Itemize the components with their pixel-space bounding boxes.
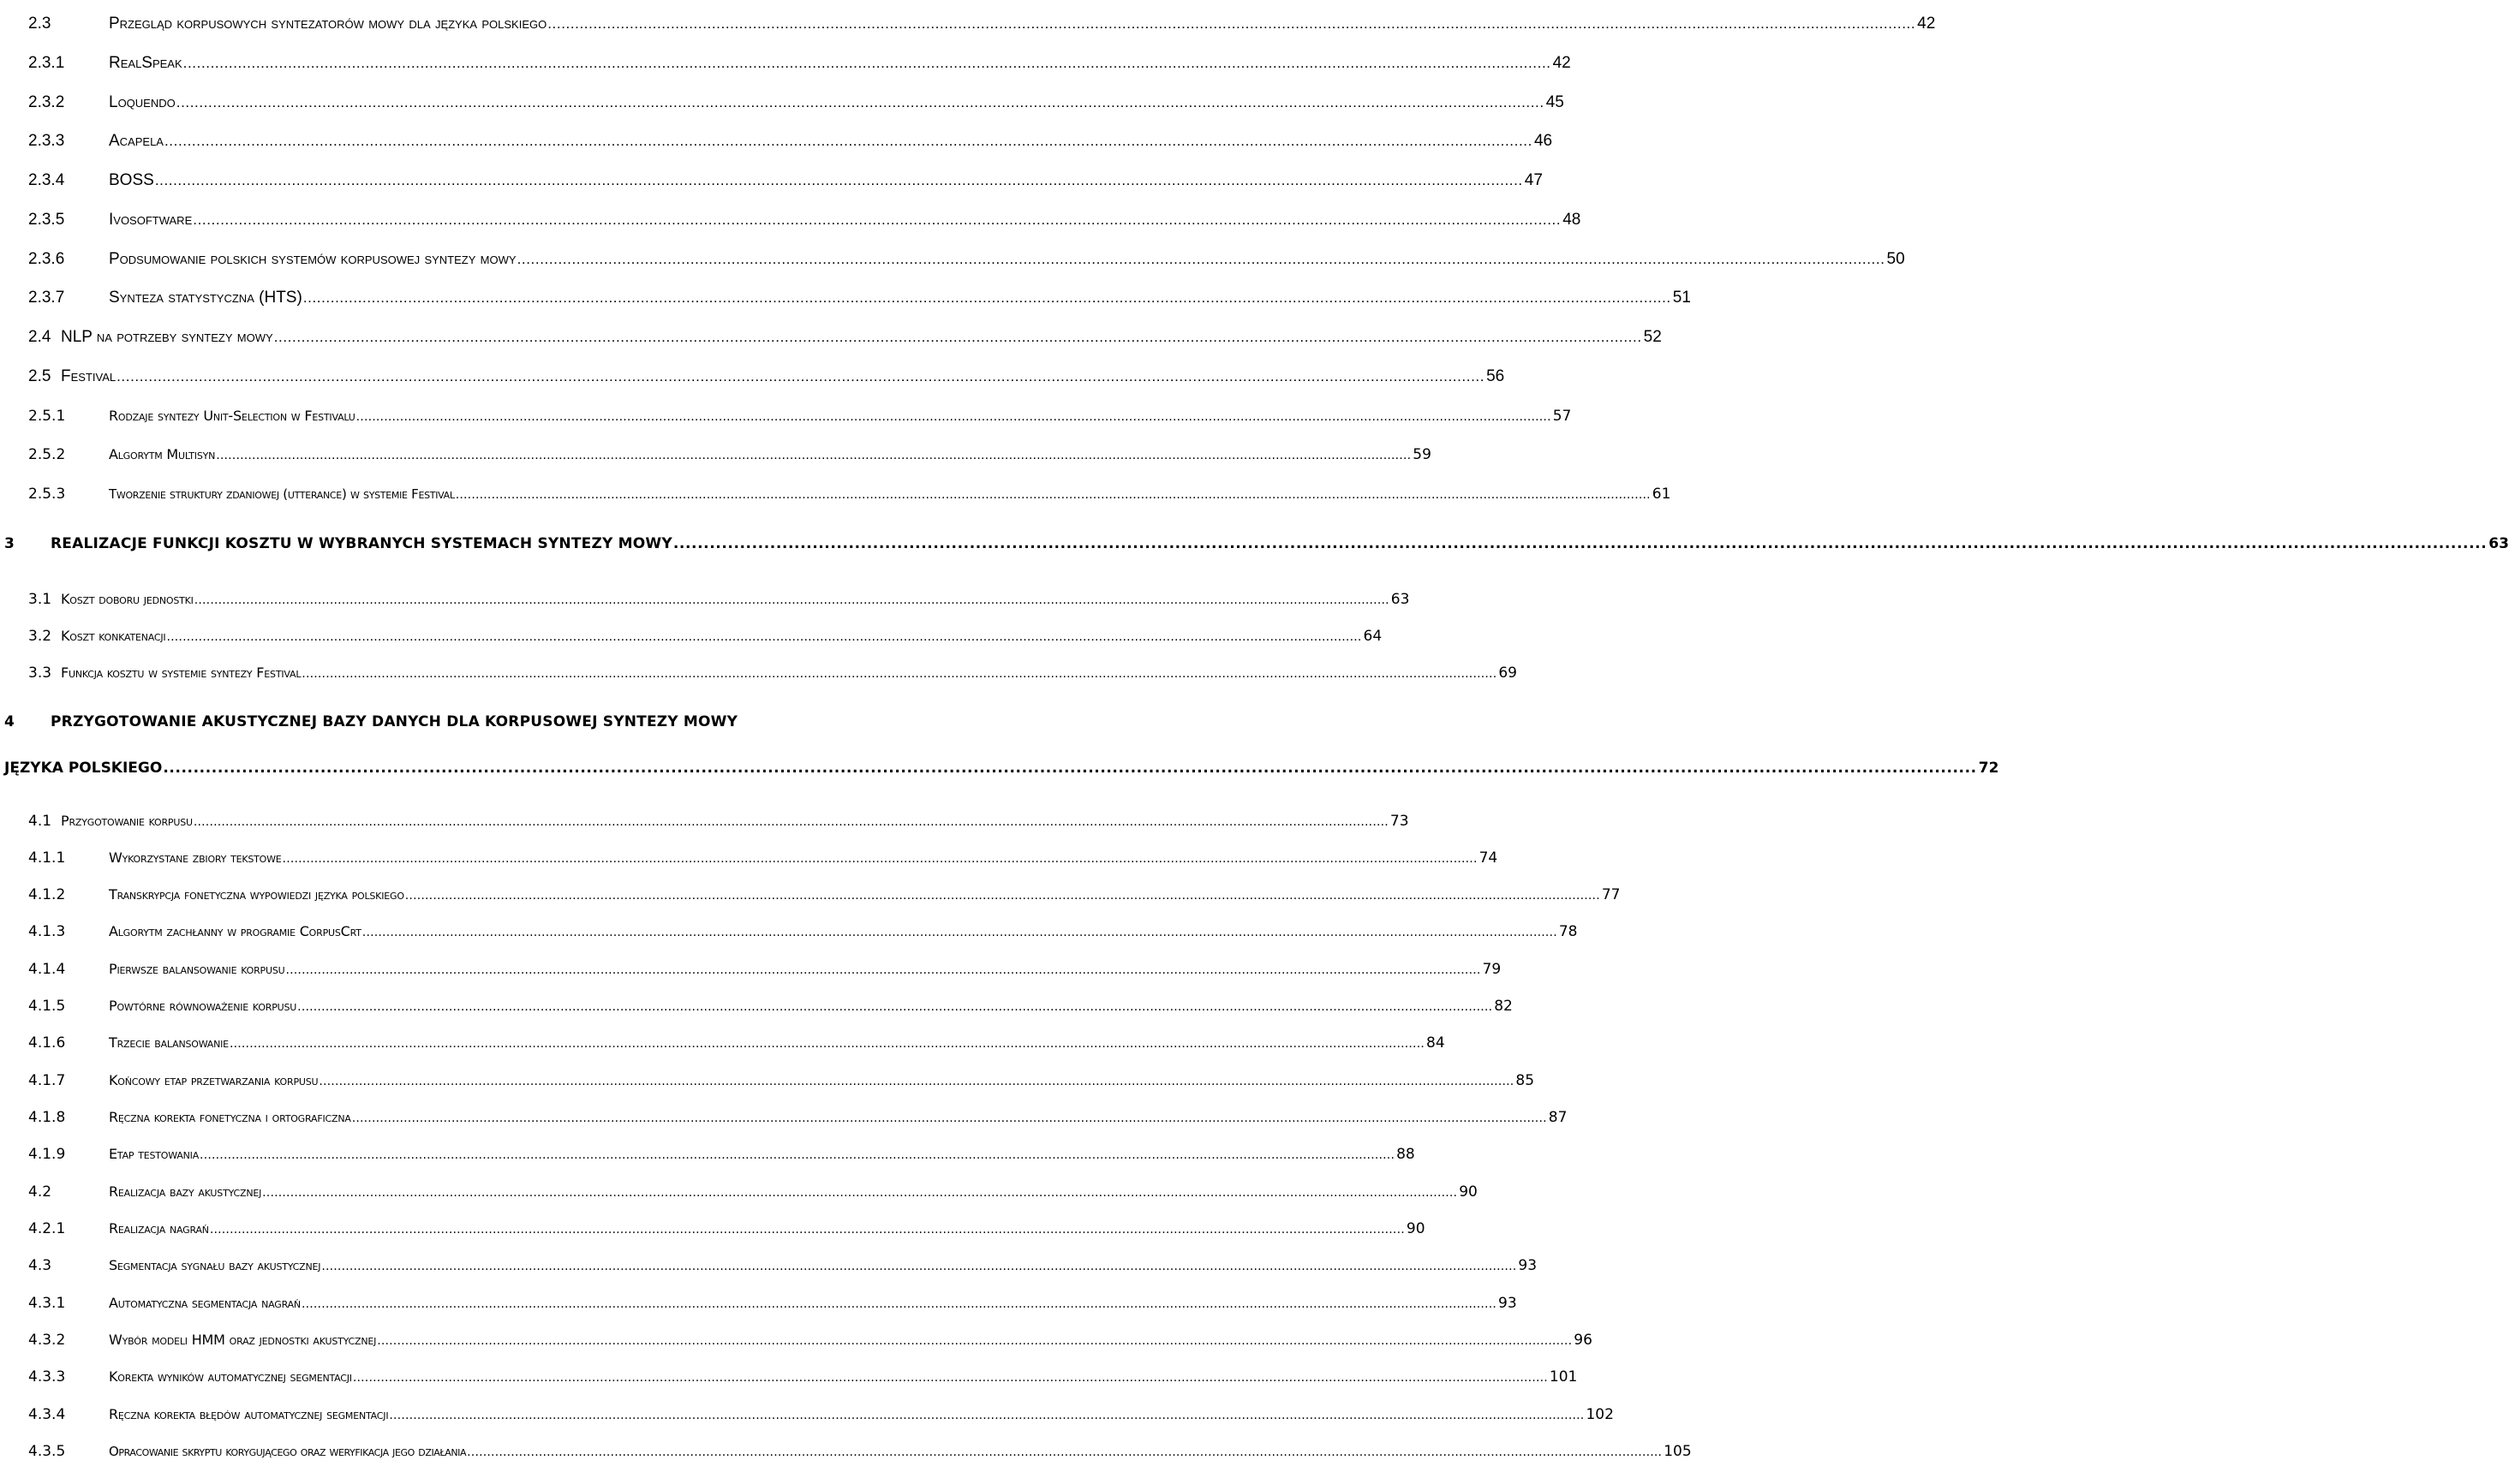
dot-leader: ............................................................................................................................................................................................................................................................................................................	[547, 15, 1916, 32]
toc-entry-page: 79	[1482, 961, 1502, 978]
dot-leader: ............................................................................................................................................................................................................................................................................................................	[672, 535, 2488, 552]
toc-entry-page: 73	[1389, 813, 1409, 830]
toc-entry-number: 2.3.4	[28, 171, 65, 189]
toc-entry[interactable]	[0, 51, 1571, 76]
toc-entry-page: 74	[1479, 849, 1498, 867]
toc-entry[interactable]	[0, 1216, 1425, 1242]
toc-entry[interactable]	[0, 1253, 1538, 1278]
toc-entry[interactable]	[0, 919, 1578, 945]
toc-entry-title: Końcowy etap przetwarzania korpusu	[109, 1072, 319, 1088]
toc-entry-title: Realizacja bazy akustycznej	[109, 1183, 262, 1200]
toc-entry-number: 4.1	[28, 813, 52, 830]
toc-entry-title: Ręczna korekta fonetyczna i ortograficzna	[109, 1109, 351, 1125]
toc-entry-page: 101	[1549, 1368, 1578, 1386]
toc-entry-page: 90	[1406, 1220, 1425, 1237]
toc-entry-number: 4.3.5	[28, 1443, 66, 1460]
toc-entry-page: 69	[1498, 665, 1517, 682]
toc-entry-page: 63	[1390, 591, 1410, 608]
toc-entry-number: 4.1.4	[28, 961, 66, 978]
toc-entry[interactable]	[0, 1439, 1692, 1464]
toc-entry-page: 59	[1413, 446, 1431, 463]
toc-entry[interactable]	[0, 1179, 1478, 1205]
toc-entry-title: Segmentacja sygnału bazy akustycznej	[109, 1257, 321, 1273]
toc-entry[interactable]	[0, 1030, 1445, 1056]
toc-entry-number: 2.3.3	[28, 132, 65, 150]
toc-entry[interactable]	[0, 168, 1543, 194]
toc-chapter[interactable]	[0, 709, 822, 735]
toc-entry[interactable]	[0, 845, 1498, 871]
toc-entry[interactable]	[0, 1327, 1592, 1353]
toc-entry-page: 78	[1558, 923, 1578, 940]
toc-entry-page: 42	[1552, 54, 1571, 72]
toc-entry-title: Acapela	[109, 132, 164, 150]
toc-entry-title: Powtórne równoważenie korpusu	[109, 998, 297, 1014]
toc-entry[interactable]	[0, 1364, 1578, 1390]
toc-entry-number: 4.2	[28, 1183, 52, 1201]
toc-entry-title: Ivosoftware	[109, 211, 193, 229]
toc-entry-number: 2.3.1	[28, 54, 65, 72]
toc-chapter-number: 4	[4, 713, 15, 730]
dot-leader: ............................................................................................................................................................................................................................................................................................................	[182, 55, 1551, 71]
dot-leader: ............................................................................................................................................................................................................................................................................................................	[355, 410, 1551, 424]
toc-entry-title: Korekta wyników automatycznej segmentacji	[109, 1368, 352, 1385]
toc-entry[interactable]	[0, 660, 1517, 686]
toc-entry-number: 2.3.7	[28, 289, 65, 307]
dot-leader: ............................................................................................................................................................................................................................................................................................................	[176, 94, 1544, 110]
toc-entry[interactable]	[0, 207, 1581, 233]
toc-entry[interactable]	[0, 442, 1431, 468]
toc-entry-page: 84	[1426, 1034, 1445, 1052]
toc-entry[interactable]	[0, 993, 1513, 1019]
dot-leader: ............................................................................................................................................................................................................................................................................................................	[302, 667, 1497, 681]
toc-entry-number: 4.1.1	[28, 849, 66, 867]
toc-entry[interactable]	[0, 957, 1502, 982]
toc-entry-title: Realizacja nagrań	[109, 1220, 209, 1237]
toc-entry-number: 2.3.6	[28, 250, 65, 268]
dot-leader: ............................................................................................................................................................................................................................................................................................................	[517, 251, 1885, 267]
dot-leader: ............................................................................................................................................................................................................................................................................................................	[352, 1371, 1548, 1385]
toc-entry-title: Algorytm Multisyn	[109, 446, 216, 462]
toc-entry-title: Przygotowanie korpusu	[61, 813, 193, 829]
toc-entry-page: 42	[1917, 15, 1936, 33]
dot-leader: ............................................................................................................................................................................................................................................................................................................	[163, 760, 1977, 777]
dot-leader: ............................................................................................................................................................................................................................................................................................................	[200, 1148, 1395, 1162]
toc-entry[interactable]	[0, 247, 1905, 272]
toc-entry-title: Wybór modeli HMM oraz jednostki akustycznej	[109, 1332, 377, 1348]
toc-entry-title: RealSpeak	[109, 54, 182, 72]
toc-entry-title: Przegląd korpusowych syntezatorów mowy dla języka polskiego	[109, 15, 547, 33]
toc-entry-page: 90	[1459, 1183, 1478, 1201]
toc-entry-page: 85	[1515, 1072, 1535, 1089]
dot-leader: ............................................................................................................................................................................................................................................................................................................	[319, 1075, 1514, 1088]
toc-entry-number: 4.1.9	[28, 1146, 66, 1163]
toc-entry-number: 3.1	[28, 591, 52, 608]
toc-chapter-number: 3	[4, 535, 15, 552]
toc-entry-page: 61	[1652, 486, 1671, 503]
toc-entry-number: 2.5.3	[28, 486, 66, 503]
toc-entry-title: Ręczna korekta błędów automatycznej segmentacji	[109, 1406, 389, 1422]
dot-leader: ............................................................................................................................................................................................................................................................................................................	[285, 963, 1481, 977]
dot-leader: ............................................................................................................................................................................................................................................................................................................	[321, 1260, 1517, 1273]
toc-entry-page: 88	[1396, 1146, 1415, 1163]
toc-entry-title: BOSS	[109, 171, 154, 189]
toc-entry-title: Etap testowania	[109, 1146, 200, 1162]
toc-entry[interactable]	[0, 403, 1572, 429]
toc-entry-page: 87	[1548, 1109, 1568, 1126]
toc-entry-number: 2.4	[28, 328, 51, 346]
toc-entry-page: 102	[1586, 1406, 1614, 1423]
toc-entry-page: 47	[1524, 171, 1543, 189]
toc-entry-number: 4.1.2	[28, 886, 66, 903]
toc-entry-number: 4.3.1	[28, 1295, 66, 1312]
dot-leader: ............................................................................................................................................................................................................................................................................................................	[273, 329, 1642, 345]
toc-chapter-page: 63	[2488, 535, 2509, 552]
dot-leader: ............................................................................................................................................................................................................................................................................................................	[455, 488, 1651, 502]
toc-entry-page: 52	[1643, 328, 1662, 346]
dot-leader: ............................................................................................................................................................................................................................................................................................................	[467, 1445, 1663, 1459]
toc-entry-title: Trzecie balansowanie	[109, 1034, 229, 1051]
dot-leader: ............................................................................................................................................................................................................................................................................................................	[377, 1334, 1573, 1348]
toc-chapter-page: 72	[1978, 760, 1999, 777]
toc-entry-title: Transkrypcja fonetyczna wypowiedzi języka polskiego	[109, 886, 404, 903]
dot-leader: ............................................................................................................................................................................................................................................................................................................	[229, 1037, 1425, 1051]
toc-entry-number: 2.3.2	[28, 93, 65, 111]
toc-entry-title: Koszt konkatenacji	[61, 628, 166, 644]
toc-entry[interactable]	[0, 1105, 1568, 1130]
toc-entry-number: 4.1.6	[28, 1034, 66, 1052]
dot-leader: ............................................................................................................................................................................................................................................................................................................	[361, 926, 1557, 939]
toc-entry-title: Podsumowanie polskich systemów korpusowej syntezy mowy	[109, 250, 517, 268]
toc-entry[interactable]	[0, 285, 1691, 311]
dot-leader: ............................................................................................................................................................................................................................................................................................................	[193, 815, 1389, 829]
toc-entry[interactable]	[0, 882, 1621, 908]
toc-entry-page: 93	[1498, 1295, 1517, 1312]
toc-entry-title: Automatyczna segmentacja nagrań	[109, 1295, 301, 1311]
toc-entry-page: 45	[1545, 93, 1564, 111]
toc-entry[interactable]	[0, 1402, 1614, 1427]
toc-entry-number: 4.1.5	[28, 998, 66, 1015]
toc-entry[interactable]	[0, 481, 1671, 507]
toc-entry-page: 77	[1601, 886, 1621, 903]
toc-entry-number: 4.1.8	[28, 1109, 66, 1126]
toc-entry-title: Opracowanie skryptu korygującego oraz weryfikacja jego działania	[109, 1444, 467, 1459]
toc-entry-title: Wykorzystane zbiory tekstowe	[109, 849, 282, 866]
toc-entry-title: NLP na potrzeby syntezy mowy	[61, 328, 273, 346]
toc-entry[interactable]	[0, 623, 1383, 649]
toc-chapter-continuation[interactable]	[0, 755, 1999, 781]
toc-entry-title: Synteza statystyczna (HTS)	[109, 289, 302, 307]
toc-entry-number: 2.3	[28, 15, 51, 33]
toc-entry-number: 4.3.2	[28, 1332, 66, 1349]
dot-leader: ............................................................................................................................................................................................................................................................................................................	[209, 1223, 1405, 1237]
dot-leader: ............................................................................................................................................................................................................................................................................................................	[351, 1112, 1547, 1125]
toc-chapter-title: PRZYGOTOWANIE AKUSTYCZNEJ BAZY DANYCH DLA KORPUSOWEJ SYNTEZY MOWY	[51, 713, 738, 730]
toc-entry[interactable]	[0, 808, 1409, 834]
toc-entry[interactable]	[0, 11, 1936, 37]
toc-entry-number: 4.2.1	[28, 1220, 66, 1237]
toc-entry-title: Algorytm zachłanny w programie CorpusCrt	[109, 923, 361, 939]
toc-entry[interactable]	[0, 90, 1564, 116]
toc-chapter[interactable]	[0, 531, 2509, 557]
toc-entry[interactable]	[0, 128, 1553, 154]
dot-leader: ............................................................................................................................................................................................................................................................................................................	[302, 289, 1671, 306]
toc-entry-number: 2.5.1	[28, 408, 66, 425]
toc-entry-number: 4.3.3	[28, 1368, 66, 1386]
toc-entry[interactable]	[0, 1290, 1517, 1316]
dot-leader: ............................................................................................................................................................................................................................................................................................................	[301, 1297, 1496, 1311]
toc-entry-page: 64	[1363, 628, 1383, 645]
toc-chapter-title: REALIZACJE FUNKCJI KOSZTU W WYBRANYCH SYSTEMACH SYNTEZY MOWY	[51, 535, 672, 552]
toc-entry-title: Festival	[61, 367, 116, 385]
toc-entry-title: Pierwsze balansowanie korpusu	[109, 961, 285, 977]
toc-entry-number: 2.5	[28, 367, 51, 385]
toc-entry-number: 3.2	[28, 628, 52, 645]
toc-chapter-title-continued: JĘZYKA POLSKIEGO	[4, 760, 163, 777]
toc-entry-number: 4.1.7	[28, 1072, 66, 1089]
toc-entry-page: 50	[1886, 250, 1905, 268]
dot-leader: ............................................................................................................................................................................................................................................................................................................	[282, 852, 1478, 866]
toc-entry[interactable]	[0, 364, 1505, 390]
toc-entry-number: 2.5.2	[28, 446, 66, 463]
dot-leader: ............................................................................................................................................................................................................................................................................................................	[216, 449, 1412, 462]
toc-entry-title: Loquendo	[109, 93, 176, 111]
toc-entry-page: 46	[1533, 132, 1553, 150]
dot-leader: ............................................................................................................................................................................................................................................................................................................	[166, 630, 1362, 644]
toc-entry[interactable]	[0, 325, 1662, 350]
toc-entry-title: Rodzaje syntezy Unit-Selection w Festivalu	[109, 408, 355, 424]
toc-entry-number: 2.3.5	[28, 211, 65, 229]
dot-leader: ............................................................................................................................................................................................................................................................................................................	[297, 1000, 1493, 1014]
dot-leader: ............................................................................................................................................................................................................................................................................................................	[404, 889, 1600, 903]
toc-entry-title: Tworzenie struktury zdaniowej (utterance) w systemie Festival	[109, 486, 455, 502]
dot-leader: ............................................................................................................................................................................................................................................................................................................	[193, 212, 1562, 228]
toc-entry-number: 4.1.3	[28, 923, 66, 940]
toc-entry-page: 105	[1664, 1443, 1692, 1460]
toc-entry-title: Koszt doboru jednostki	[61, 591, 194, 607]
dot-leader: ............................................................................................................................................................................................................................................................................................................	[164, 133, 1532, 149]
toc-entry-page: 93	[1518, 1257, 1538, 1274]
toc-entry[interactable]	[0, 1068, 1535, 1094]
toc-entry-page: 51	[1672, 289, 1691, 307]
toc-entry-title: Funkcja kosztu w systemie syntezy Festival	[61, 665, 302, 681]
toc-entry-page: 96	[1574, 1332, 1592, 1349]
toc-entry[interactable]	[0, 587, 1410, 612]
dot-leader: ............................................................................................................................................................................................................................................................................................................	[262, 1186, 1458, 1200]
toc-entry-number: 4.3.4	[28, 1406, 66, 1423]
toc-entry-page: 82	[1494, 998, 1513, 1015]
dot-leader: ............................................................................................................................................................................................................................................................................................................	[389, 1409, 1585, 1422]
toc-entry-page: 57	[1552, 408, 1572, 425]
toc-entry-page: 56	[1486, 367, 1505, 385]
dot-leader: ............................................................................................................................................................................................................................................................................................................	[116, 368, 1485, 384]
toc-entry-page: 48	[1562, 211, 1581, 229]
dot-leader: ............................................................................................................................................................................................................................................................................................................	[154, 172, 1523, 188]
toc-entry-number: 3.3	[28, 665, 52, 682]
toc-entry-number: 4.3	[28, 1257, 52, 1274]
dot-leader: ............................................................................................................................................................................................................................................................................................................	[194, 593, 1389, 607]
toc-entry[interactable]	[0, 1141, 1415, 1167]
